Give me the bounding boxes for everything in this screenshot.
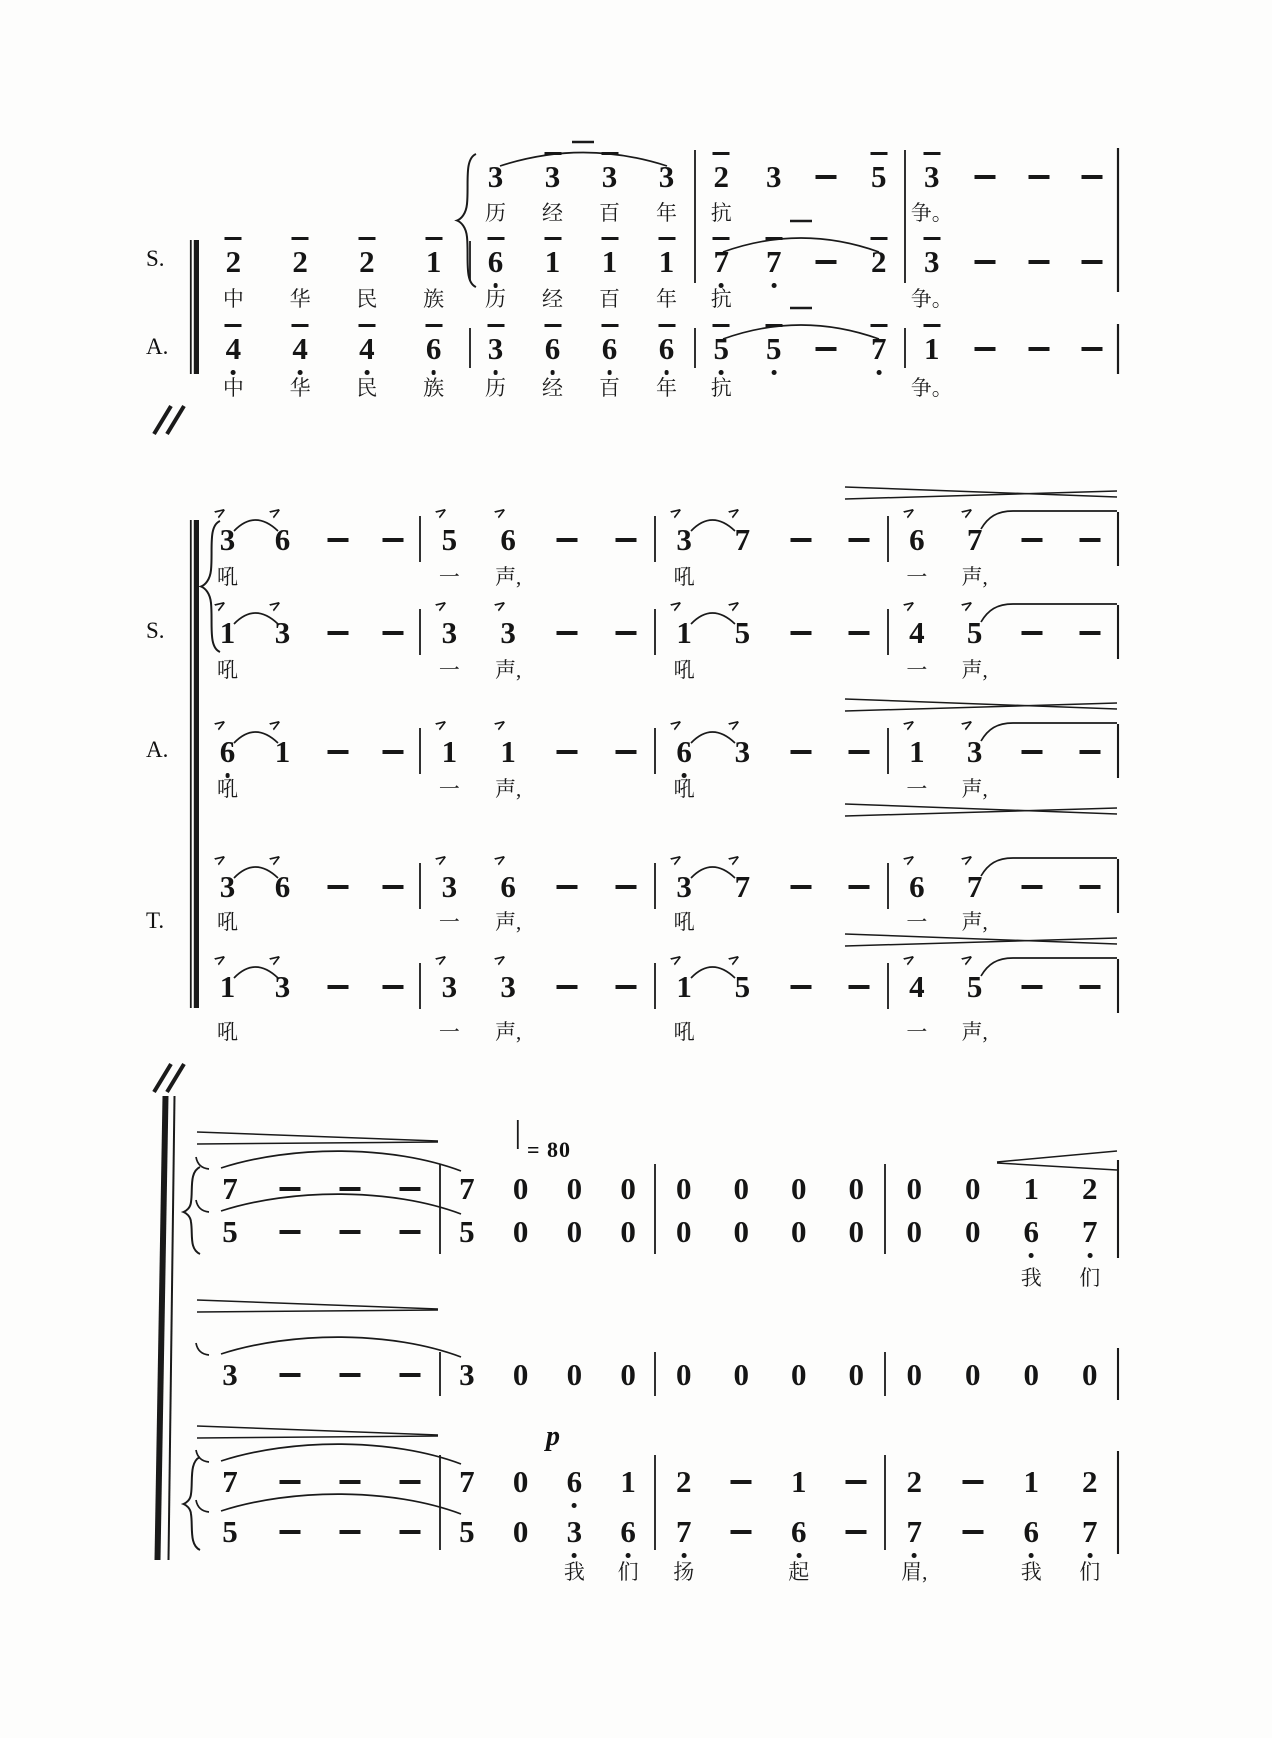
lyric-syllable: 一: [906, 910, 928, 934]
lyric-syllable: 我: [563, 1560, 585, 1584]
lyric-syllable: 历: [485, 287, 506, 311]
lyric-syllable: 历: [485, 201, 506, 225]
lyric-syllable: 我: [1020, 1560, 1042, 1584]
crescendo-hairpin: [997, 1151, 1117, 1170]
lyric-syllable: 百: [599, 287, 620, 311]
lyric-syllable: 年: [656, 376, 677, 400]
lyric-syllable: 声,: [961, 910, 988, 934]
lyric-syllable: 一: [438, 910, 460, 934]
lyric-syllable: 族: [423, 376, 445, 400]
lyric-syllable: 历: [485, 376, 506, 400]
lyric-syllable: 声,: [495, 910, 522, 934]
caesura-mark: [154, 406, 184, 434]
lyric-syllable: 经: [542, 376, 563, 400]
lyric-syllable: 一: [438, 1020, 460, 1044]
caesura-mark: [154, 1064, 184, 1092]
lyric-syllable: 百: [599, 376, 620, 400]
lyric-syllable: 声,: [961, 658, 988, 682]
lyric-syllable: 吼: [217, 777, 238, 801]
lyric-syllable: 吼: [673, 565, 695, 589]
system-bottom-barlines: [158, 1096, 1119, 1560]
sheet-music-page: = 80 p 3 3 3 3 历 经 百 年 2 3 5 抗 3 争。 S. 2 2 2 1 中 华 民 族 6 1 1 1 历 经 百 年 7 7 2 抗 3 争。 A. 4 4 4 6 中 华 民 族 3 6 6 6 历 经 百 年 5 5 7 抗 1 争。 3 > 6 > 吼 5 > 6 > 一 声, 3 > 7 > 吼 6 > 7 > 一 声, S. 1 > 3 > 吼 3 > 3 > 一 声, 1 > 5 > 吼 4 > 5 > 一 声, A. 6 > 1 > 吼 1 > 1 > 一 声, 6 > 3 > 吼 1 > 3 > 一 声, T. 3 > 6 > 吼 3 > 6 > 一 声, 3 > 7 > 吼 6 > 7 > 一 声, 1 > 3 > 吼 3 > 3 > 一 声, 1 > 5 > 吼 4 > 5 > 一 声, 7 7 0 0 0 0 0 0 0 0 0 1 2 5 5 0 0 0 0 0 0 0 0 0 6 7 我 们 3 3 0 0 0 0 0 0 0 0 0 0 0 7 7 0 6 1 2 1 2 1 2 5 5 0 3 6 我 们 7 6 扬 起 7 6 7 眉, 我 们: [0, 0, 1272, 1738]
dynamic-p: p: [546, 1421, 560, 1452]
lyric-syllable: 中: [222, 376, 244, 400]
lyric-syllable: 百: [599, 201, 620, 225]
lyric-syllable: 吼: [217, 658, 238, 682]
lyric-syllable: 抗: [710, 201, 732, 225]
lyric-syllable: 经: [542, 201, 563, 225]
lyric-syllable: 一: [438, 565, 460, 589]
lyric-syllable: 起: [788, 1560, 810, 1584]
lyric-syllable: 声,: [961, 565, 988, 589]
lyric-syllable: 争。: [910, 201, 953, 225]
lyric-syllable: 声,: [495, 1020, 522, 1044]
lyric-syllable: 一: [438, 658, 460, 682]
lyric-syllable: 一: [906, 777, 928, 801]
lyric-syllable: 民: [356, 376, 378, 400]
lyric-syllable: 们: [1079, 1266, 1101, 1290]
lyric-syllable: 吼: [217, 1020, 238, 1044]
lyric-syllable: 扬: [673, 1560, 695, 1584]
lyric-syllable: 中: [222, 287, 244, 311]
lyric-syllable: 们: [617, 1560, 639, 1584]
lyric-syllable: 声,: [961, 1020, 988, 1044]
lyric-syllable: 眉,: [901, 1560, 928, 1584]
lyric-syllable: 华: [289, 287, 311, 311]
lyric-syllable: 声,: [495, 658, 522, 682]
voice-label-t: T.: [146, 908, 165, 933]
lyric-syllable: 华: [289, 376, 311, 400]
lyric-syllable: 争。: [910, 376, 953, 400]
divisi-brace: [457, 154, 476, 287]
lyric-syllable: 吼: [673, 1020, 695, 1044]
lyric-syllable: 争。: [910, 287, 953, 311]
lyric-syllable: 们: [1079, 1560, 1101, 1584]
voice-label-a: A.: [146, 334, 169, 359]
voice-label-s: S.: [146, 618, 165, 643]
lyric-syllable: 吼: [217, 910, 238, 934]
lyric-syllable: 一: [438, 777, 460, 801]
lyric-syllable: 我: [1020, 1266, 1042, 1290]
lyric-syllable: 吼: [217, 565, 238, 589]
lyric-syllable: 吼: [673, 777, 695, 801]
lyric-syllable: 经: [542, 287, 563, 311]
half-note-icon: [502, 1120, 519, 1158]
lyric-syllable: 抗: [710, 376, 732, 400]
lyric-syllable: 声,: [495, 565, 522, 589]
voice-label-s: S.: [146, 246, 165, 271]
lyric-syllable: 一: [906, 658, 928, 682]
lyric-syllable: 民: [356, 287, 378, 311]
lyric-syllable: 一: [906, 565, 928, 589]
tie-extension: [981, 511, 1117, 976]
lyric-syllable: 年: [656, 287, 677, 311]
slur: [234, 520, 735, 978]
lyric-syllable: 年: [656, 201, 677, 225]
lyric-syllable: 抗: [710, 287, 732, 311]
lyric-syllable: 声,: [961, 777, 988, 801]
voice-label-a: A.: [146, 737, 169, 762]
lyric-syllable: 声,: [495, 777, 522, 801]
lyric-syllable: 族: [423, 287, 445, 311]
lyric-syllable: 吼: [673, 658, 695, 682]
lyric-syllable: 一: [906, 1020, 928, 1044]
staff-brace: [184, 1167, 201, 1550]
lyric-syllable: 吼: [673, 910, 695, 934]
tempo-marking: = 80: [527, 1137, 572, 1162]
